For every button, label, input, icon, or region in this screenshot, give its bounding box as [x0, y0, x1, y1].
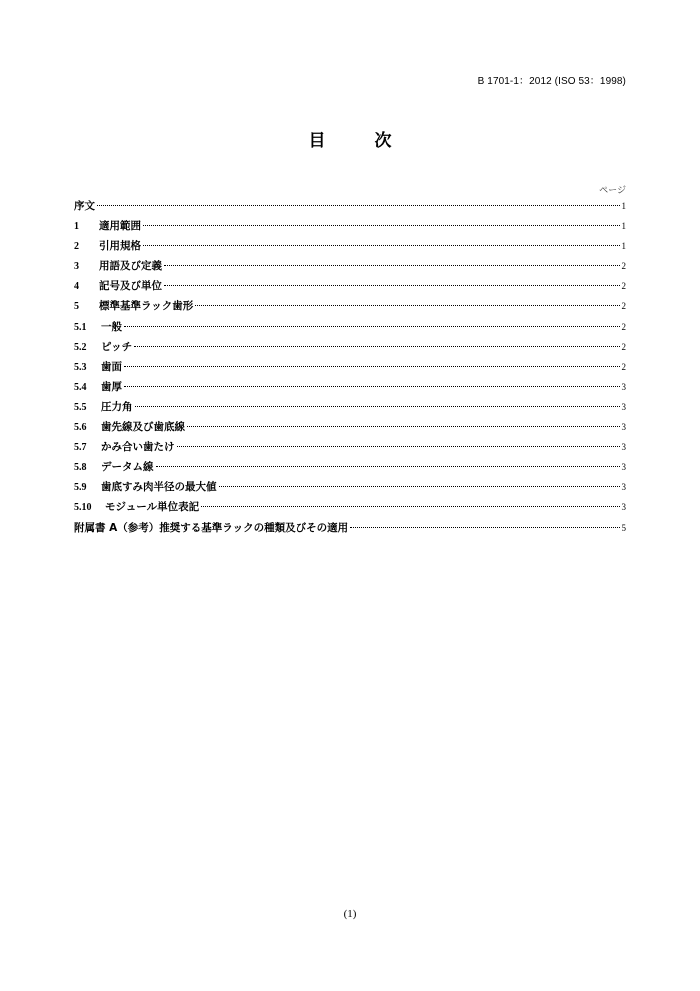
- toc-entry-title: 序文: [74, 200, 95, 212]
- dot-leader: [164, 265, 620, 266]
- toc-entry-page: 1: [621, 201, 626, 211]
- toc-entry-page: 3: [621, 381, 626, 392]
- toc-entry-number: 5.7: [74, 442, 87, 454]
- dot-leader: [164, 285, 620, 286]
- toc-entry-title: モジュール単位表記: [105, 501, 200, 514]
- toc-entry-title: 歯面: [101, 360, 122, 373]
- toc-entry-page: 2: [621, 301, 626, 312]
- toc-entry-page: 1: [621, 241, 626, 252]
- toc-entry-number: 3: [74, 261, 79, 273]
- page-column-label: ページ: [599, 186, 626, 196]
- toc-entry-page: 2: [621, 261, 626, 272]
- toc-entry-number: 1: [74, 221, 79, 233]
- toc-entry-number: 5.8: [74, 462, 87, 474]
- toc-entry-number: 5.4: [74, 381, 87, 393]
- toc-entry-page: 3: [621, 502, 626, 513]
- standard-number: B 1701-1：2012 (ISO 53：1998): [477, 76, 626, 87]
- dot-leader: [124, 386, 620, 387]
- toc-heading: 目 次: [308, 131, 408, 151]
- toc-entry-title: 歯厚: [101, 380, 122, 393]
- dot-leader: [156, 466, 620, 467]
- toc-entry-5[interactable]: [74, 296, 626, 316]
- dot-leader: [350, 527, 619, 528]
- toc-entry-number: 2: [74, 241, 79, 253]
- toc-entry-number: 5.1: [74, 321, 87, 333]
- dot-leader: [135, 406, 620, 407]
- dot-leader: [219, 486, 620, 487]
- toc-entry-title: 記号及び単位: [99, 280, 162, 293]
- toc-entry-annex-a[interactable]: [74, 518, 626, 538]
- toc-entry-3[interactable]: [74, 256, 626, 276]
- toc-entry-number: 4: [74, 281, 79, 293]
- dot-leader: [124, 366, 620, 367]
- dot-leader: [134, 346, 619, 347]
- toc-entry-title: データム線: [101, 461, 154, 474]
- toc-entry-number: 5.2: [74, 341, 87, 353]
- dot-leader: [143, 245, 620, 246]
- toc-entry-title: かみ合い歯たけ: [101, 441, 175, 454]
- toc-entry-page: 2: [621, 341, 626, 352]
- toc-entry-preface[interactable]: [74, 196, 626, 216]
- toc-entry-page: 3: [621, 442, 626, 453]
- toc-entry-page: 2: [621, 361, 626, 372]
- dot-leader: [201, 506, 619, 507]
- toc-entry-page: 1: [621, 221, 626, 232]
- toc-entry-title: 標準基準ラック歯形: [99, 300, 194, 313]
- toc-entry-5-3[interactable]: [74, 357, 626, 377]
- toc-entry-number: 5.5: [74, 401, 87, 413]
- toc-entry-5-10[interactable]: [74, 497, 626, 517]
- toc-entry-page: 3: [621, 401, 626, 412]
- toc-entry-number: 5.6: [74, 422, 87, 434]
- dot-leader: [124, 326, 620, 327]
- toc-entry-4[interactable]: [74, 276, 626, 296]
- table-of-contents: [74, 196, 626, 538]
- toc-entry-page: 5: [621, 522, 626, 533]
- toc-entry-number: 5.9: [74, 482, 87, 494]
- toc-entry-5-8[interactable]: [74, 457, 626, 477]
- toc-entry-page: 3: [621, 482, 626, 493]
- toc-entry-5-7[interactable]: [74, 437, 626, 457]
- toc-entry-title: 附属書 A（参考）推奨する基準ラックの種類及びその適用: [74, 521, 349, 534]
- toc-entry-2[interactable]: [74, 236, 626, 256]
- dot-leader: [97, 205, 620, 206]
- toc-entry-5-4[interactable]: [74, 377, 626, 397]
- dot-leader: [143, 225, 620, 226]
- page-number-footer: (1): [343, 908, 357, 920]
- toc-entry-page: 2: [621, 321, 626, 332]
- toc-entry-title: ピッチ: [101, 340, 133, 353]
- toc-entry-number: 5: [74, 301, 79, 313]
- toc-entry-number: 5.3: [74, 361, 87, 373]
- toc-entry-5-1[interactable]: [74, 317, 626, 337]
- toc-entry-5-5[interactable]: [74, 397, 626, 417]
- dot-leader: [187, 426, 620, 427]
- toc-entry-1[interactable]: [74, 216, 626, 236]
- toc-entry-title: 引用規格: [99, 240, 141, 253]
- toc-entry-5-6[interactable]: [74, 417, 626, 437]
- toc-entry-title: 圧力角: [101, 400, 133, 413]
- toc-entry-5-2[interactable]: [74, 337, 626, 357]
- toc-entry-title: 歯先線及び歯底線: [101, 421, 185, 434]
- toc-entry-number: 5.10: [74, 502, 92, 514]
- toc-entry-page: 3: [621, 422, 626, 433]
- toc-entry-title: 適用範囲: [99, 220, 141, 233]
- toc-entry-page: 2: [621, 281, 626, 292]
- toc-entry-title: 用語及び定義: [99, 260, 162, 273]
- dot-leader: [195, 305, 619, 306]
- dot-leader: [177, 446, 620, 447]
- toc-entry-title: 一般: [101, 320, 122, 333]
- toc-entry-5-9[interactable]: [74, 477, 626, 497]
- toc-entry-title: 歯底すみ肉半径の最大値: [101, 481, 217, 494]
- toc-entry-page: 3: [621, 462, 626, 473]
